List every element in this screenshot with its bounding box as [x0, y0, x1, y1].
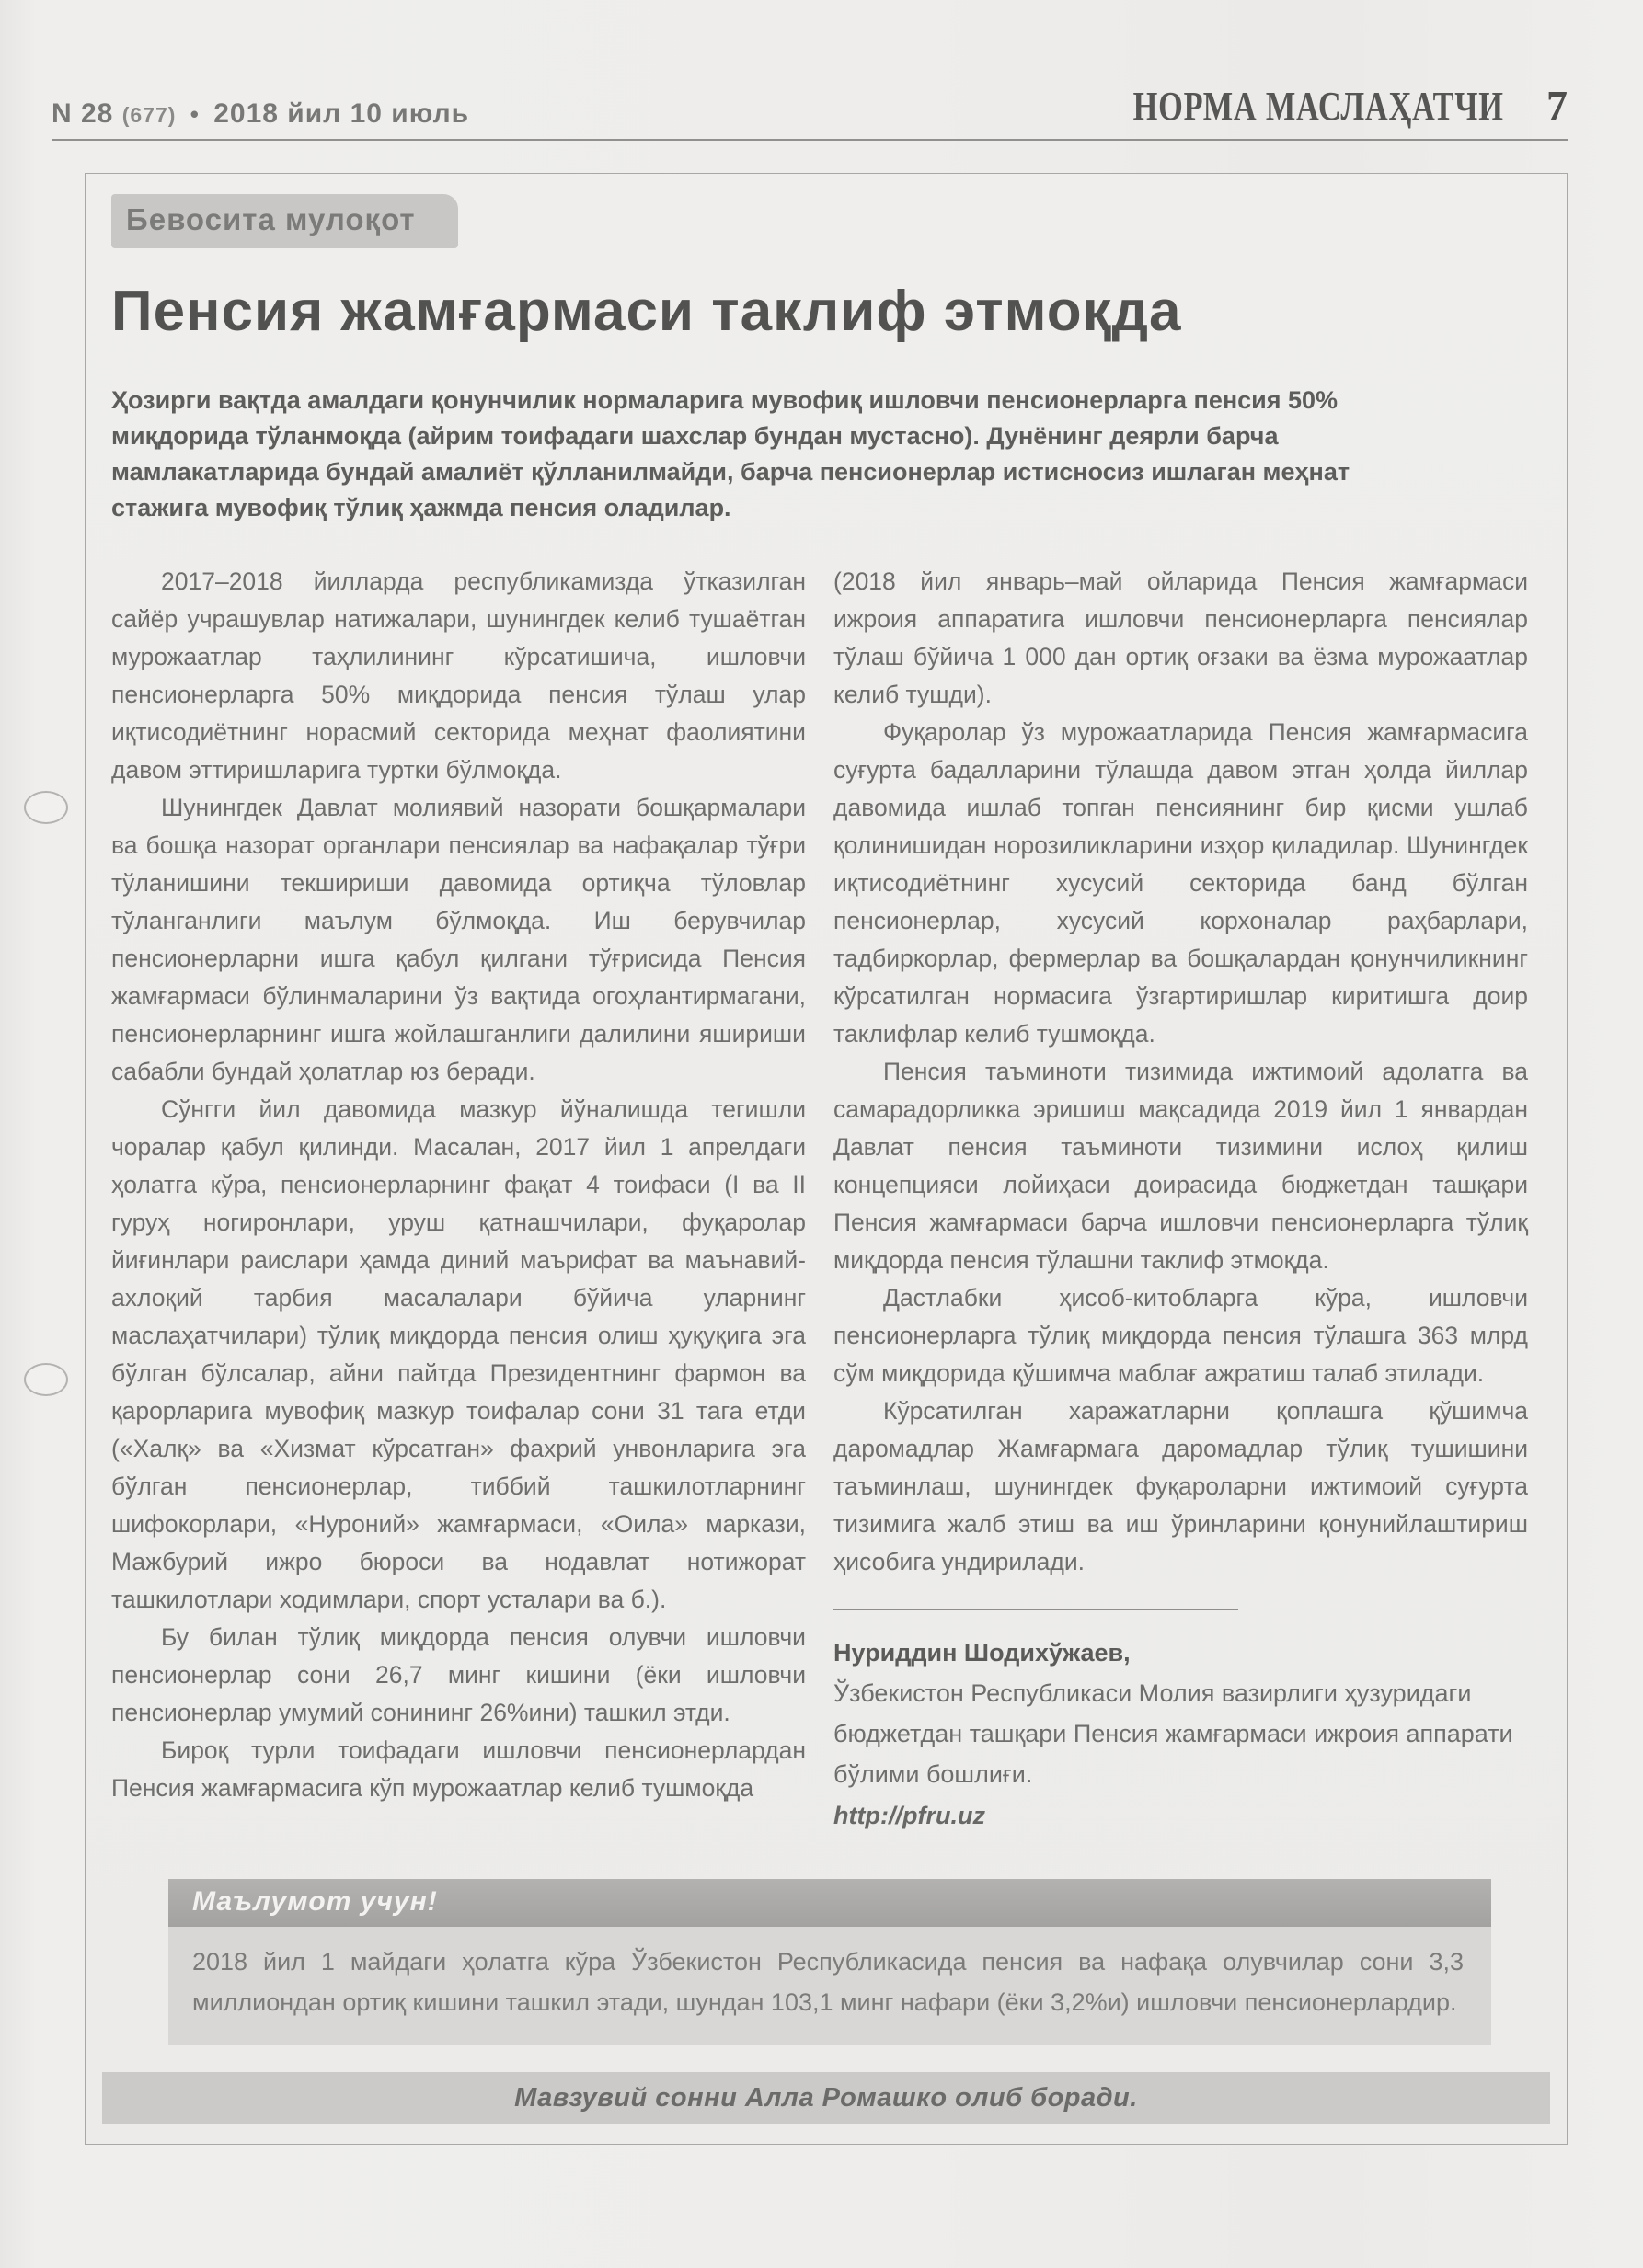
- paragraph: Бироқ турли тоифадаги ишловчи пенсионерлардан Пенсия жамғармасига кўп мурожаатлар келиб тушмоқда: [111, 1736, 806, 1802]
- punch-hole-icon: [24, 791, 68, 824]
- paragraph: (2018 йил январь–май ойларида Пенсия жамғармаси ижроия аппаратига ишловчи пенсионерларга пенсиялар тўлаш бўйича 1 000 дан ортиқ оғзаки ва ёзма мурожаатлар келиб тушди).: [833, 567, 1528, 708]
- author-affiliation: Ўзбекистон Республикаси Молия вазирлиги ҳузуридаги бюджетдан ташқари Пенсия жамғармаси ижроия аппарати бўлими бошлиғи.: [833, 1679, 1513, 1788]
- punch-hole-icon: [24, 1363, 68, 1396]
- article-content: [86, 174, 1567, 2045]
- issue-date: 2018 йил 10 июль: [213, 98, 470, 129]
- footer-note: Мавзувий сонни Алла Ромашко олиб боради.: [102, 2072, 1550, 2124]
- masthead-wrap: [1028, 81, 1568, 130]
- issue-paren: (677): [121, 103, 177, 127]
- article-frame: [85, 173, 1568, 2145]
- paragraph: Дастлабки ҳисоб-китобларга кўра, ишловчи пенсионерларга тўлиқ миқдорда пенсия тўлашга 363 млрд сўм миқдорида қўшимча маблағ ажратиш талаб этилади.: [833, 1284, 1528, 1387]
- article-lede: Ҳозирги вақтда амалдаги қонунчилик нормаларига мувофиқ ишловчи пенсионерларга пенсия 50% миқдорида тўланмоқда (айрим тоифадаги шахслар бундан мустасно). Дунёнинг деярли барча мамлакатларида бундай амалиёт қўлланилмайди, барча пенсионерлар истисносиз ишлаган меҳнат стажига мувофиқ тўлиқ ҳажмда пенсия оладилар.: [111, 386, 1350, 521]
- author-url: http://pfru.uz: [833, 1802, 985, 1829]
- paragraph: Шунингдек Давлат молиявий назорати бошқармалари ва бошқа назорат органлари пенсиялар ва нафақалар тўғри тўланишини текшириши давомида ортиқча тўловлар тўланганлиги маълум бўлмоқда. Иш берувчилар пенсионерларни ишга қабул қилгани тўғрисида Пенсия жамғармаси бўлинмаларини ўз вақтида огоҳлантирмагани, пенсионерларнинг ишга жойлашганлиги далилини яшириши сабабли бундай ҳолатлар юз беради.: [111, 794, 806, 1085]
- paragraph: Сўнгги йил давомида мазкур йўналишда тегишли чоралар қабул қилинди. Масалан, 2017 йил 1 апрелдаги ҳолатга кўра, пенсионерларнинг фақат 4 тоифаси (I ва II гуруҳ ногиронлари, уруш қатнашчилари, фуқаролар йиғинлари раислари ҳамда диний маърифат ва маънавий-ахлоқий тарбия масалалари бўйича уларнинг маслаҳатчилари) тўлиқ миқдорда пенсия олиш ҳуқуқига эга бўлган бўлсалар, айни пайтда Президентнинг фармон ва қарорларига мувофиқ мазкур тоифалар сони 31 тага етди («Халқ» ва «Хизмат кўрсатган» фахрий унвонларига эга бўлган пенсионерлар, тиббий ташкилотларнинг шифокорлари, «Нуроний» жамғармаси, «Оила» маркази, Мажбурий ижро бюроси ва нодавлат нотижорат ташкилотлари ходимлари, спорт усталари ва б.).: [111, 1095, 806, 1613]
- issue-line: [52, 98, 469, 130]
- page-number: 7: [1546, 82, 1568, 129]
- left-column: [111, 563, 806, 1837]
- right-column: [833, 563, 1528, 1837]
- page-header: [52, 81, 1568, 130]
- paragraph: Кўрсатилган харажатларни қоплашга қўшимча даромадлар Жамғармага даромадлар тўлиқ тушишини таъминлаш, шунингдек фуқароларни ижтимоий суғурта тизимига жалб этиш ва иш ўринларини қонунийлаштириш ҳисобига ундирилади.: [833, 1397, 1528, 1575]
- info-box: [168, 1879, 1491, 2045]
- author-divider: [833, 1609, 1238, 1610]
- bullet-icon: •: [190, 100, 200, 128]
- article-columns: [111, 563, 1528, 1837]
- paragraph: Пенсия таъминоти тизимида ижтимоий адолатга ва самарадорликка эришиш мақсадида 2019 йил 1 январдан Давлат пенсия таъминоти тизимини ислоҳ қилиш концепцияси лойиҳаси доирасида бюджетдан ташқари Пенсия жамғармаси барча ишловчи пенсионерларга тўлиқ миқдорда пенсия тўлашни таклиф этмоқда.: [833, 1058, 1528, 1274]
- issue-number: N 28: [52, 98, 114, 129]
- paragraph: 2017–2018 йилларда республикамизда ўтказилган сайёр учрашувлар натижалари, шунингдек келиб тушаётган мурожаатлар таҳлилининг кўрсатишича, ишловчи пенсионерларга 50% миқдорида пенсия тўлаш улар иқтисодиётнинг норасмий секторида меҳнат фаолиятини давом эттиришларига туртки бўлмоқда.: [111, 567, 806, 784]
- article-title: Пенсия жамғармаси таклиф этмоқда: [111, 280, 1182, 343]
- paragraph: Бу билан тўлиқ миқдорда пенсия олувчи ишловчи пенсионерлар сони 26,7 минг кишини (ёки ишловчи пенсионерлар умумий сонининг 26%ини) ташкил этди.: [111, 1623, 806, 1726]
- paragraph: Фуқаролар ўз мурожаатларида Пенсия жамғармасига суғурта бадалларини тўлашда давом этган ҳолда йиллар давомида ишлаб топган пенсиянинг бир қисми ушлаб қолинишидан норозиликларини изҳор қиладилар. Шунингдек иқтисодиётнинг хусусий секторида банд бўлган пенсионерлар, хусусий корхоналар раҳбарлари, тадбиркорлар, фермерлар ва бошқалардан қонунчиликнинг кўрсатилган нормасига ўзгартиришлар киритишга доир таклифлар келиб тушмоқда.: [833, 718, 1528, 1048]
- kicker-badge: Бевосита мулоқот: [111, 194, 458, 248]
- masthead: НОРМА МАСЛАҲАТЧИ: [1132, 84, 1504, 129]
- info-box-title: Маълумот учун!: [168, 1879, 1491, 1927]
- header-rule: [52, 139, 1568, 141]
- author-name: Нуриддин Шодихўжаев,: [833, 1639, 1131, 1667]
- info-box-body: 2018 йил 1 майдаги ҳолатга кўра Ўзбекистон Республикасида пенсия ва нафақа олувчилар сони 3,3 миллиондан ортиқ кишини ташкил этади, шундан 103,1 минг нафари (ёки 3,2%и) ишловчи пенсионерлардир.: [168, 1927, 1491, 2045]
